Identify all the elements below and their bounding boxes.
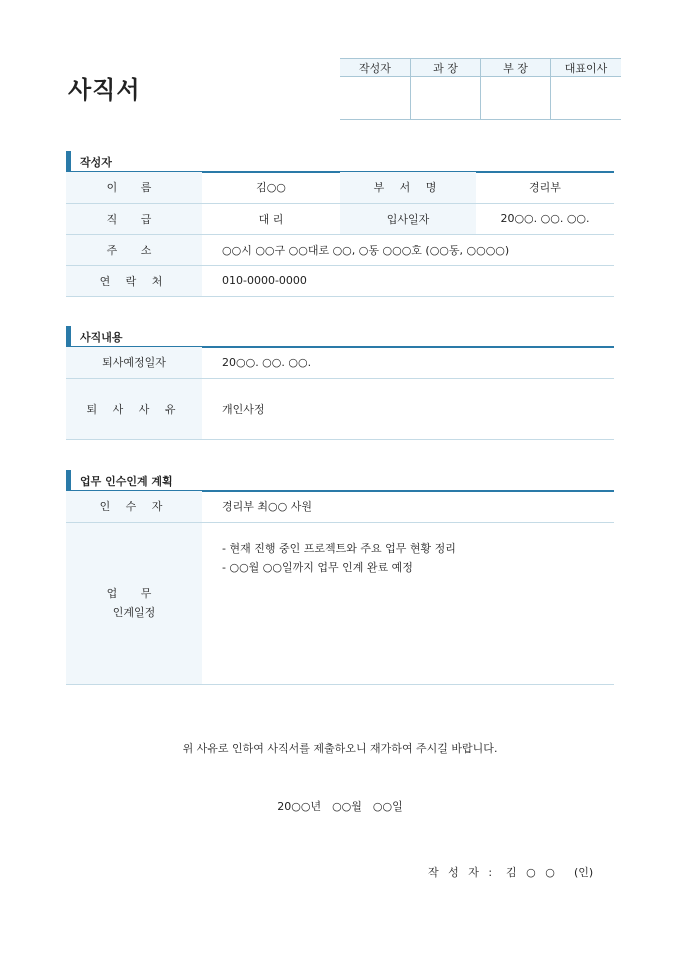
approval-sign-ceo[interactable] (551, 77, 622, 120)
plan-line: - 현재 진행 중인 프로젝트와 주요 업무 현황 정리 (222, 541, 456, 555)
name-label: 이 름 (66, 172, 202, 203)
writer-label: 작 성 자 : (428, 866, 496, 879)
approval-header-director: 부 장 (481, 59, 551, 77)
phone-label: 연 락 처 (66, 265, 202, 296)
plan-line: - ○○월 ○○일까지 업무 인계 완료 예정 (222, 560, 413, 574)
approval-header-ceo: 대표이사 (551, 59, 622, 77)
handover-table (66, 491, 614, 685)
section-writer-title: 작성자 (80, 156, 112, 169)
section-resign-header (66, 326, 614, 348)
section-marker (66, 151, 71, 171)
join-date-value[interactable]: 20○○. ○○. ○○. (476, 203, 614, 234)
name-value[interactable]: 김○○ (202, 172, 340, 203)
approval-header-manager: 과 장 (411, 59, 481, 77)
address-value[interactable]: ○○시 ○○구 ○○대로 ○○, ○동 ○○○호 (○○동, ○○○○) (202, 234, 614, 265)
phone-value[interactable]: 010-0000-0000 (202, 265, 614, 296)
approval-header-writer: 작성자 (340, 59, 411, 77)
page-title: 사직서 (68, 76, 141, 104)
handover-plan-label: 업 무 인계일정 (66, 522, 202, 684)
section-resign-title: 사직내용 (80, 331, 123, 344)
resign-info-table (66, 347, 614, 440)
dept-value[interactable]: 경리부 (476, 172, 614, 203)
approval-table (340, 58, 621, 120)
handover-plan-value[interactable] (202, 522, 614, 684)
submit-date: 20○○년 ○○월 ○○일 (277, 800, 403, 813)
resign-date-label: 퇴사예정일자 (66, 347, 202, 378)
resign-date-value[interactable]: 20○○. ○○. ○○. (202, 347, 614, 378)
section-handover-header (66, 470, 614, 492)
statement-text: 위 사유로 인하여 사직서를 제출하오니 재가하여 주시길 바랍니다. (182, 742, 498, 755)
section-marker (66, 326, 71, 346)
rank-label: 직 급 (66, 203, 202, 234)
section-marker (66, 470, 71, 490)
taker-label: 인 수 자 (66, 491, 202, 522)
resign-reason-value[interactable]: 개인사정 (202, 378, 614, 439)
join-date-label: 입사일자 (340, 203, 476, 234)
section-writer-header (66, 151, 614, 173)
taker-value[interactable]: 경리부 최○○ 사원 (202, 491, 614, 522)
writer-info-table (66, 172, 614, 297)
address-label: 주 소 (66, 234, 202, 265)
rank-value[interactable]: 대 리 (202, 203, 340, 234)
writer-name: 김 ○ ○ (506, 866, 558, 879)
approval-sign-writer[interactable] (340, 77, 411, 120)
approval-sign-manager[interactable] (411, 77, 481, 120)
approval-sign-director[interactable] (481, 77, 551, 120)
section-handover-title: 업무 인수인계 계획 (80, 475, 173, 488)
dept-label: 부 서 명 (340, 172, 476, 203)
seal-mark[interactable]: (인) (574, 866, 594, 879)
resign-reason-label: 퇴 사 사 유 (66, 378, 202, 439)
